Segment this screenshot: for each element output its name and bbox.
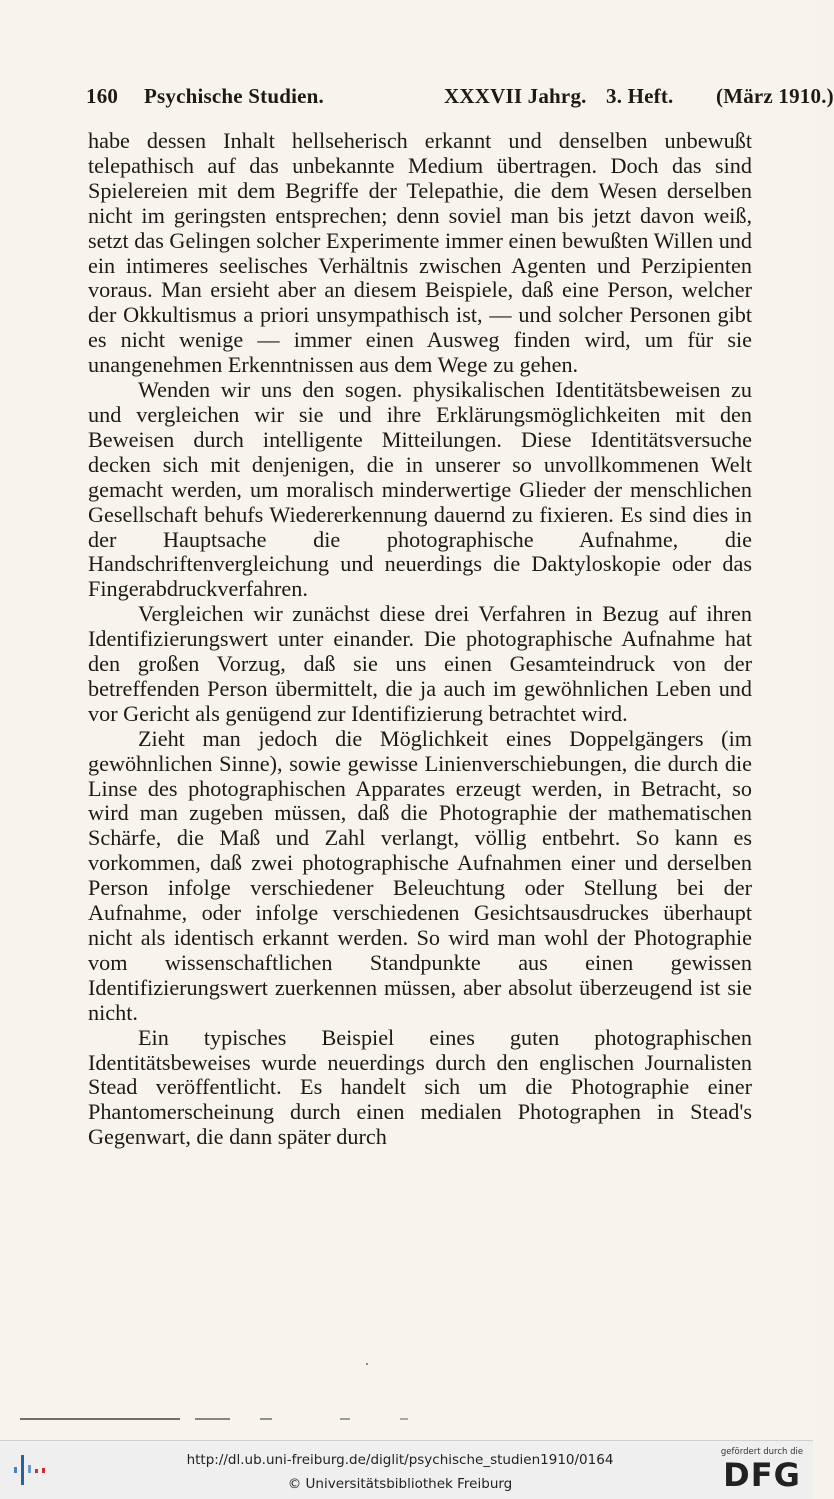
body-text	[88, 129, 752, 1150]
ub-freiburg-logo-icon[interactable]	[10, 1449, 52, 1489]
paragraph-1: habe dessen Inhalt hellseherisch erkannt und denselben unbewußt telepathisch auf das unbekannte Medium übertragen. Doch das sind Spielereien mit dem Begriffe der Telepathie, die dem Wesen derselben nicht im geringsten entsprechen; denn soviel man bis jetzt davon weiß, setzt das Gelingen solcher Experimente immer einen bewußten Willen und ein intimeres seelisches Verhältnis zwischen Agenten und Perzipienten voraus. Man ersieht aber an diesem Beispiele, daß eine Person, welcher der Okkultismus a priori unsympathisch ist, — und solcher Personen gibt es nicht wenige — immer einen Ausweg finden wird, um für sie unangenehmen Erkenntnissen aus dem Wege zu gehen.	[88, 128, 752, 378]
scan-edge-rule	[20, 1418, 620, 1420]
scan-speck	[366, 1363, 368, 1365]
issue-label: 3. Heft.	[606, 84, 674, 108]
paragraph-4: Zieht man jedoch die Möglichkeit eines Doppelgängers (im gewöhnlichen Sinne), sowie gewisse Linienverschiebungen, die durch die Linse des photographischen Apparates erzeugt werden, in Betracht, so wird man zugeben müssen, daß die Photographie der mathematischen Schärfe, die Maß und Zahl verlangt, völlig entbehrt. So kann es vorkommen, daß zwei photographische Aufnahmen einer und derselben Person infolge verschiedener Beleuchtung oder Stellung bei der Aufnahme, oder infolge verschiedenen Gesichtsausdruckes überhaupt nicht als identisch erkannt werden. So wird man wohl der Photographie vom wissenschaftlichen Standpunkte aus einen gewissen Identifizierungswert zuerkennen müssen, aber absolut überzeugend ist sie nicht.	[88, 725, 752, 1025]
issue-date: (März 1910.)	[716, 84, 834, 108]
viewer-footer	[0, 1440, 813, 1499]
permalink-url[interactable]: http://dl.ub.uni-freiburg.de/diglit/psychische_studien1910/0164	[186, 1452, 614, 1468]
dfg-logo[interactable]	[716, 1447, 808, 1495]
dfg-caption: gefördert durch die	[720, 1447, 804, 1457]
paragraph-3: Vergleichen wir zunächst diese drei Verfahren in Bezug auf ihren Identifizierungswert unter einander. Die photographische Aufnahme hat den großen Vorzug, daß sie uns einen Gesamteindruck von der betreffenden Person übermittelt, die ja auch im gewöhnlichen Leben und vor Gericht als genügend zur Identifizierung betrachtet wird.	[88, 601, 752, 726]
dfg-logo-mark: DFG	[723, 1456, 801, 1494]
paragraph-5: Ein typisches Beispiel eines guten photographischen Identitätsbeweises wurde neuerdings durch den englischen Journalisten Stead veröffentlicht. Es handelt sich um die Photographie einer Phantomerscheinung durch einen medialen Photographen in Stead's Gegenwart, die dann später durch	[88, 1024, 752, 1150]
running-head	[86, 80, 834, 112]
page-number: 160	[86, 84, 119, 108]
paragraph-2: Wenden wir uns den sogen. physikalischen Identitätsbeweisen zu und vergleichen wir sie und ihre Erklärungsmöglichkeiten mit den Beweisen durch intelligente Mitteilungen. Diese Identitätsversuche decken sich mit denjenigen, die in unserer so unvollkommenen Welt gemacht werden, um moralisch minderwertige Glieder der menschlichen Gesellschaft behufs Wiedererkennung dauernd zu fixieren. Es sind dies in der Hauptsache die photographische Aufnahme, die Handschriftenvergleichung und neuerdings die Daktyloskopie oder das Fingerabdruckverfahren.	[88, 377, 752, 602]
volume-label: XXXVII Jahrg.	[444, 84, 587, 108]
copyright-notice: © Universitätsbibliothek Freiburg	[287, 1476, 513, 1492]
journal-title: Psychische Studien.	[144, 84, 324, 108]
